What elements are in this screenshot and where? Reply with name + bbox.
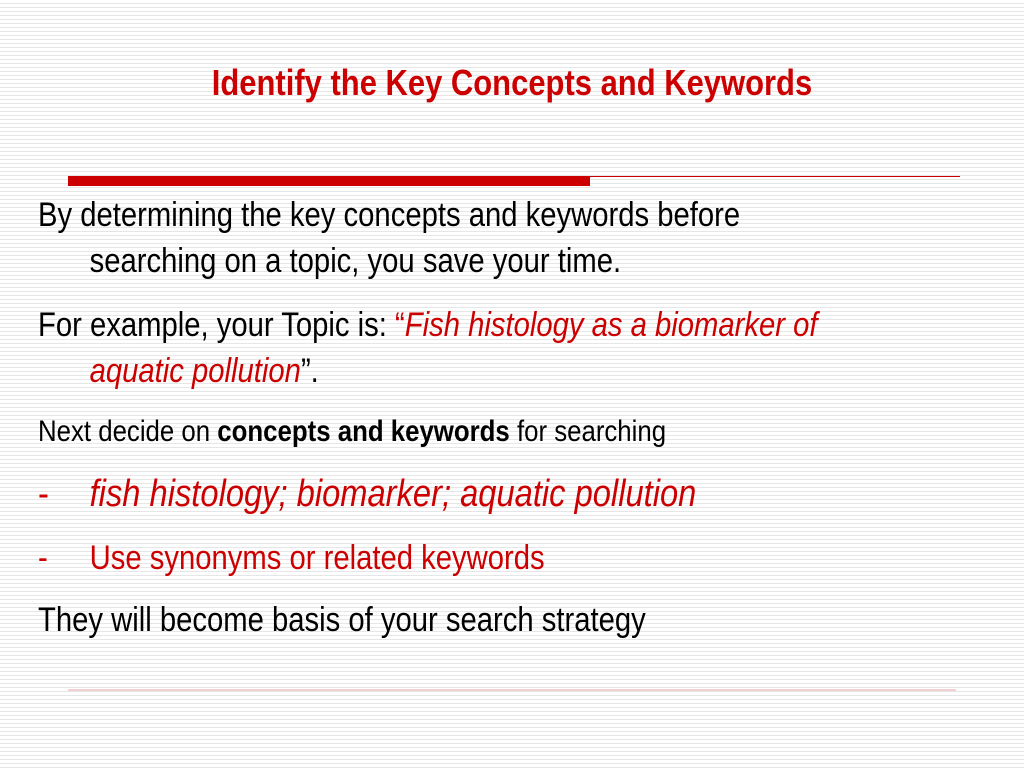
slide-title: Identify the Key Concepts and Keywords (211, 62, 813, 103)
next-prefix: Next decide on (38, 415, 218, 448)
bullet-keywords-dash: - (38, 473, 49, 515)
paragraph-intro-line2: searching on a topic, you save your time. (89, 242, 622, 280)
paragraph-next (38, 412, 846, 452)
bullet-synonyms (38, 536, 846, 580)
example-close-quote: ”. (300, 352, 319, 390)
paragraph-example-line1 (38, 302, 846, 348)
bullet-synonyms-text: Use synonyms or related keywords (89, 539, 545, 577)
bullet-keywords (38, 470, 846, 518)
paragraph-example-line2 (38, 348, 846, 394)
example-open-quote: “ (394, 306, 405, 344)
title-underline-thick (68, 176, 590, 186)
next-suffix: for searching (509, 415, 667, 448)
paragraph-intro-line1: By determining the key concepts and keywords before (38, 196, 741, 234)
paragraph-intro (38, 192, 846, 284)
example-prefix: For example, your Topic is: (38, 306, 395, 344)
example-topic-part2: aquatic pollution (89, 352, 301, 390)
bullet-synonyms-dash: - (38, 539, 48, 577)
next-bold: concepts and keywords (217, 415, 510, 448)
footer-rule (68, 689, 956, 691)
paragraph-conclusion: They will become basis of your search strategy (38, 601, 646, 639)
example-topic-part1: Fish histology as a biomarker of (404, 306, 818, 344)
title-underline-thin (590, 176, 960, 177)
bullet-keywords-text: fish histology; biomarker; aquatic pollution (89, 473, 697, 515)
paragraph-example (38, 302, 846, 394)
